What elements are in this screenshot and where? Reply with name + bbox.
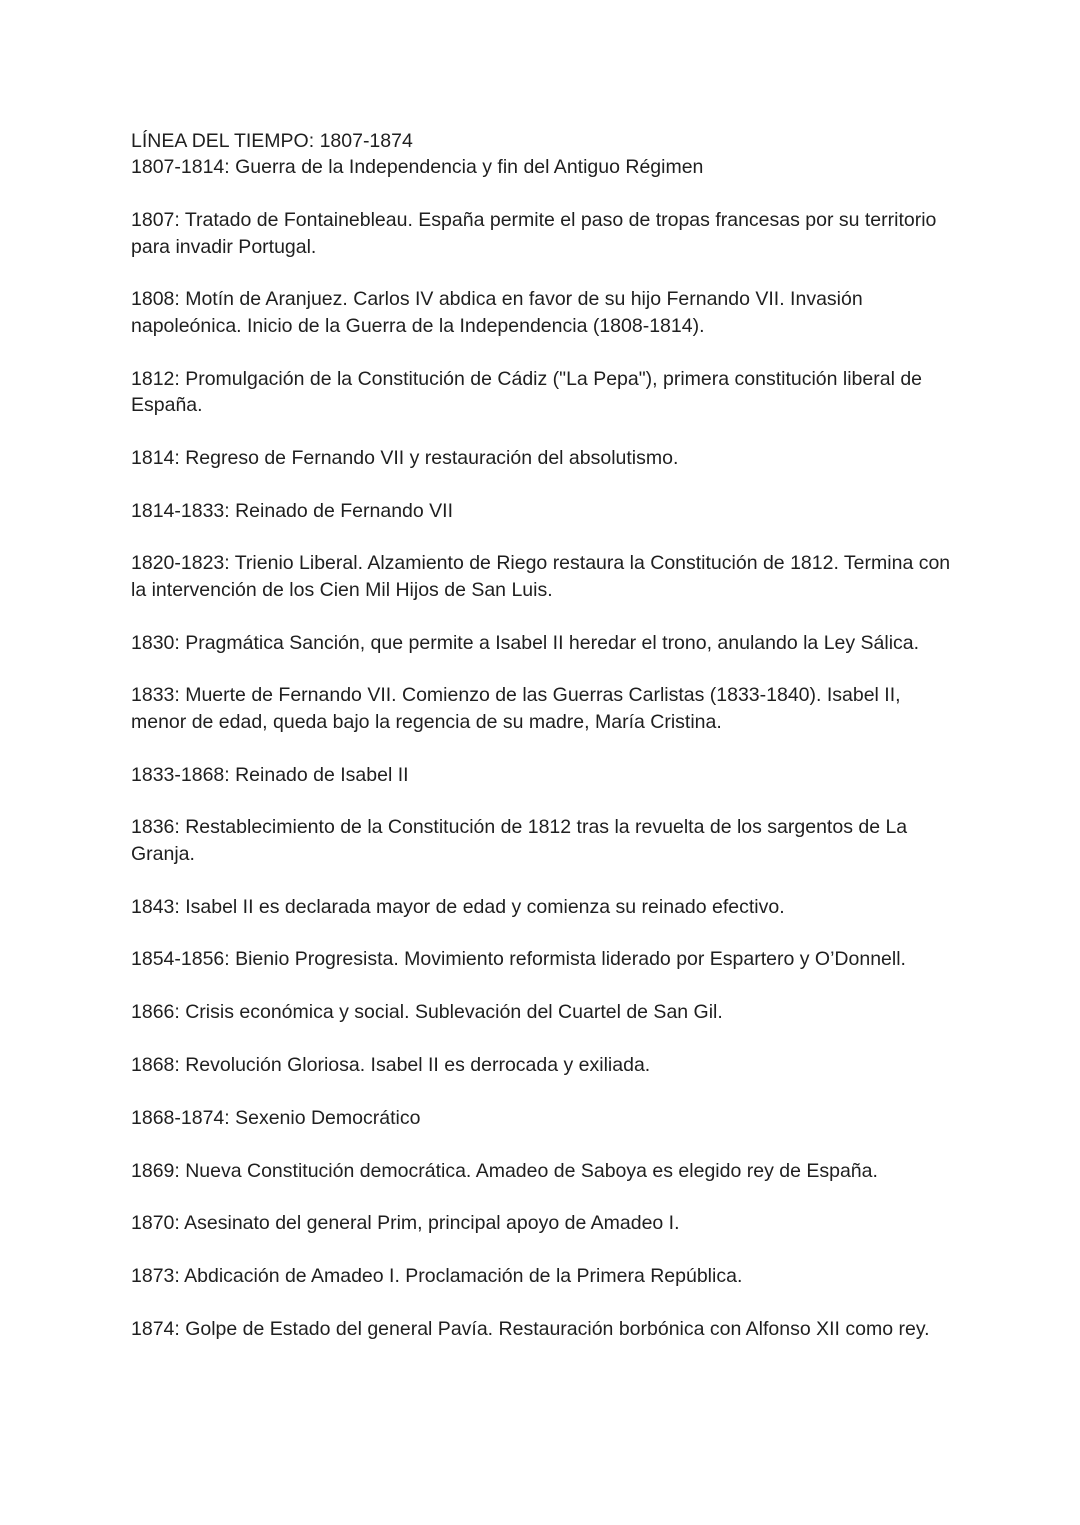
timeline-entry: 1854-1856: Bienio Progresista. Movimiento reformista liderado por Espartero y O’Donnell. <box>131 948 906 971</box>
timeline-entry: 1866: Crisis económica y social. Sublevación del Cuartel de San Gil. <box>131 1001 723 1024</box>
timeline-entry: 1812: Promulgación de la Constitución de Cádiz ("La Pepa"), primera constitución liberal de España. <box>131 367 923 417</box>
timeline-entry: 1808: Motín de Aranjuez. Carlos IV abdica en favor de su hijo Fernando VII. Invasión napoleónica. Inicio de la Guerra de la Independencia (1808-1814). <box>131 288 863 337</box>
timeline-entry: 1830: Pragmática Sanción, que permite a Isabel II heredar el trono, anulando la Ley Sálica. <box>131 631 920 654</box>
timeline-entry: 1873: Abdicación de Amadeo I. Proclamación de la Primera República. <box>131 1265 743 1288</box>
timeline-entry: 1868: Revolución Gloriosa. Isabel II es derrocada y exiliada. <box>131 1054 651 1076</box>
timeline-entry: 1807: Tratado de Fontainebleau. España permite el paso de tropas francesas por su territorio para invadir Portugal. <box>131 209 937 258</box>
period-heading: 1814-1833: Reinado de Fernando VII <box>131 499 453 522</box>
timeline-entry: 1820-1823: Trienio Liberal. Alzamiento de Riego restaura la Constitución de 1812. Termina con la intervención de los Cien Mil Hijos de San Luis. <box>131 552 951 601</box>
document-title: LÍNEA DEL TIEMPO: 1807-1874 <box>131 130 413 152</box>
timeline-entry: 1814: Regreso de Fernando VII y restauración del absolutismo. <box>131 446 679 469</box>
document-page <box>131 128 961 1369</box>
section-heading: 1807-1814: Guerra de la Independencia y fin del Antiguo Régimen <box>131 156 704 179</box>
timeline-entry: 1836: Restablecimiento de la Constitución de 1812 tras la revuelta de los sargentos de La Granja. <box>131 816 908 865</box>
timeline-entry: 1869: Nueva Constitución democrática. Amadeo de Saboya es elegido rey de España. <box>131 1159 878 1182</box>
timeline-entry: 1843: Isabel II es declarada mayor de edad y comienza su reinado efectivo. <box>131 895 785 918</box>
period-heading: 1868-1874: Sexenio Democrático <box>131 1106 421 1129</box>
timeline-entry: 1870: Asesinato del general Prim, principal apoyo de Amadeo I. <box>131 1212 680 1235</box>
timeline-entry: 1874: Golpe de Estado del general Pavía. Restauración borbónica con Alfonso XII como rey. <box>131 1317 930 1340</box>
timeline-entry: 1833: Muerte de Fernando VII. Comienzo de las Guerras Carlistas (1833-1840). Isabel II, menor de edad, queda bajo la regencia de su madre, María Cristina. <box>131 684 901 733</box>
period-heading: 1833-1868: Reinado de Isabel II <box>131 763 409 786</box>
